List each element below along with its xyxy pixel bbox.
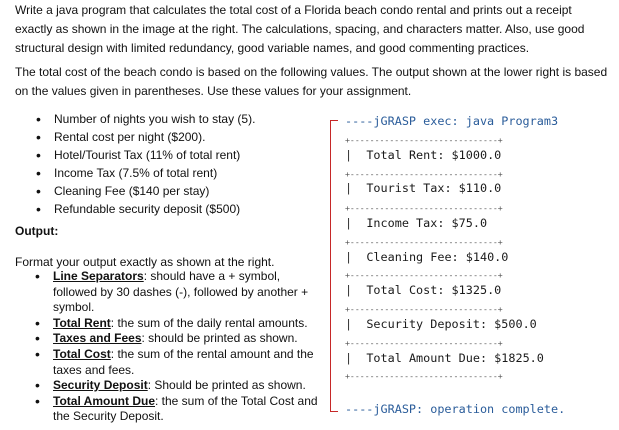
list-item: • Income Tax (7.5% of total rent) — [34, 164, 324, 182]
list-item: • Rental cost per night ($200). — [34, 128, 324, 146]
intro-paragraph: Write a java program that calculates the total cost of a Florida beach condo rental and prints out a receipt exactly as shown in the image at the right. The calculations, spacing, and characters matter. Also, use good structural design with limited redundancy, good variable names, and good commenting practices. — [15, 3, 585, 55]
list-item: • Refundable security deposit ($500) — [34, 200, 324, 218]
terminal-bar: | — [345, 351, 353, 365]
terminal-line — [345, 148, 501, 162]
terminal-line — [345, 250, 508, 264]
format-desc: : Should be printed as shown. — [147, 378, 306, 393]
terminal-separator: +------------------------------+ — [345, 203, 503, 213]
values-intro-paragraph: The total cost of the beach condo is based on the following values. The output shown at the lower right is based on the values given in parentheses. Use these values for your assignment. — [15, 65, 608, 98]
terminal-bar: | — [345, 148, 353, 162]
terminal-bar: | — [345, 250, 353, 264]
list-item: • Hotel/Tourist Tax (11% of total rent) — [34, 146, 324, 164]
terminal-line-text: Total Cost: $1325.0 — [366, 283, 502, 297]
output-heading: Output: — [15, 224, 59, 238]
list-item: • Cleaning Fee ($140 per stay) — [34, 182, 324, 200]
terminal-bar: | — [345, 216, 353, 230]
terminal-line-text: Income Tax: $75.0 — [366, 216, 488, 230]
list-item — [33, 269, 318, 316]
terminal-line-text: Cleaning Fee: $140.0 — [366, 250, 509, 264]
bracket-vertical — [330, 120, 331, 411]
terminal-line-text: Total Amount Due: $1825.0 — [366, 351, 544, 365]
format-term: Total Cost — [53, 346, 111, 361]
format-desc: : the sum of the Total Cost and the Security Deposit. — [53, 393, 318, 424]
terminal-line — [345, 283, 501, 297]
terminal-separator: +------------------------------+ — [345, 338, 503, 348]
terminal-separator: +------------------------------+ — [345, 371, 503, 381]
format-desc: : the sum of the rental amount and the taxes and fees. — [53, 346, 314, 377]
list-item: • Number of nights you wish to stay (5). — [34, 110, 324, 128]
format-desc: : the sum of the daily rental amounts. — [110, 315, 308, 330]
format-term: Total Amount Due — [53, 393, 155, 408]
format-desc: : should be printed as shown. — [141, 331, 298, 346]
format-term: Line Separators — [53, 269, 144, 283]
terminal-line — [345, 216, 487, 230]
format-list — [33, 269, 318, 425]
list-item — [33, 331, 318, 347]
terminal-line — [345, 181, 501, 195]
format-term: Security Deposit — [53, 378, 148, 393]
terminal-line-text: Total Rent: $1000.0 — [366, 148, 502, 162]
list-item — [33, 378, 318, 394]
format-term: Total Rent — [53, 315, 111, 330]
format-term: Taxes and Fees — [53, 331, 142, 346]
terminal-separator: +------------------------------+ — [345, 304, 503, 314]
terminal-line-text: Security Deposit: $500.0 — [366, 317, 537, 331]
values-list — [34, 110, 324, 218]
format-desc: : should have a + symbol, followed by 30 dashes (-), followed by another + symbol. — [53, 269, 309, 315]
list-item — [33, 316, 318, 332]
terminal-complete-line: ----jGRASP: operation complete. — [345, 402, 566, 416]
list-item — [33, 394, 318, 425]
terminal-bar: | — [345, 181, 353, 195]
terminal-separator: +------------------------------+ — [345, 237, 503, 247]
terminal-separator: +------------------------------+ — [345, 169, 503, 179]
terminal-bar: | — [345, 283, 353, 297]
terminal-exec-line: ----jGRASP exec: java Program3 — [345, 114, 559, 128]
list-item — [33, 347, 318, 378]
terminal-bar: | — [345, 317, 353, 331]
terminal-separator: +------------------------------+ — [345, 270, 503, 280]
terminal-line — [345, 317, 537, 331]
terminal-line — [345, 351, 544, 365]
bracket-bottom — [330, 411, 338, 412]
bracket-top — [330, 120, 338, 121]
terminal-line-text: Tourist Tax: $110.0 — [366, 181, 502, 195]
format-intro: Format your output exactly as shown at the right. — [15, 255, 275, 269]
terminal-separator: +------------------------------+ — [345, 135, 503, 145]
